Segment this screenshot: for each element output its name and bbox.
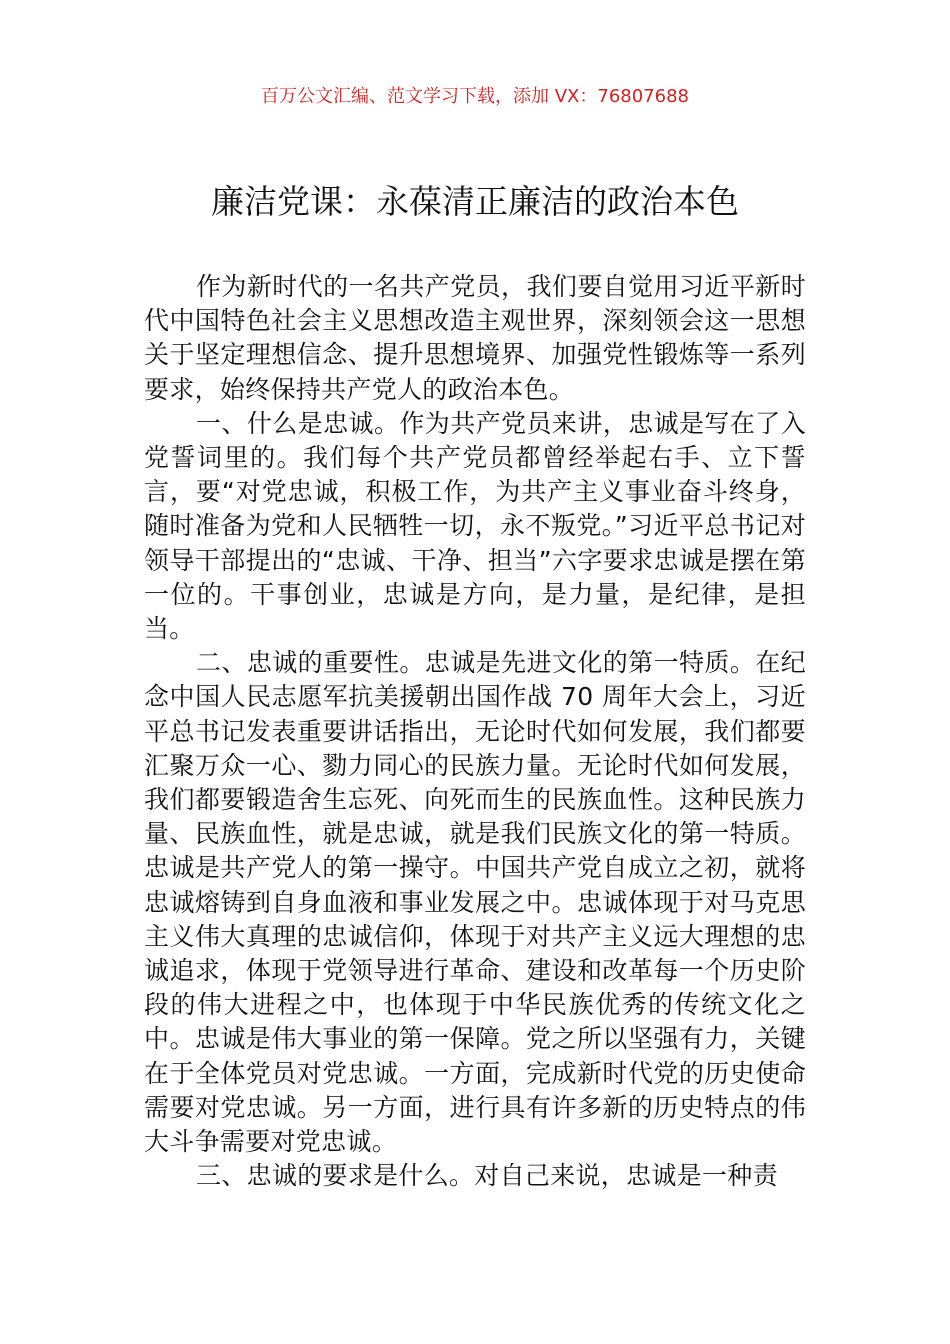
document-title: 廉洁党课：永葆清正廉洁的政治本色 (211, 182, 739, 221)
header-banner: 百万公文汇编、范文学习下载，添加 VX：76807688 (261, 86, 689, 107)
paragraph-section-1: 一、什么是忠诚。作为共产党员来讲，忠诚是写在了入党誓词里的。我们每个共产党员都曾经举起右手、立下誓言，要“对党忠诚，积极工作，为共产主义事业奋斗终身，随时准备为党和人民牺牲一切，永不叛党。”习近平总书记对领导干部提出的“忠诚、干净、担当”六字要求忠诚是摆在第一位的。干事创业，忠诚是方向，是力量，是纪律，是担当。 (144, 408, 806, 644)
paragraph-section-3: 三、忠诚的要求是什么。对自己来说，忠诚是一种责 (196, 1161, 778, 1191)
paragraph-section-2: 二、忠诚的重要性。忠诚是先进文化的第一特质。在纪念中国人民志愿军抗美援朝出国作战 70 周年大会上，习近平总书记发表重要讲话指出，无论时代如何发展，我们都要汇聚万众一心、勠力同心的民族力量。无论时代如何发展，我们都要锻造舍生忘死、向死而生的民族血性。这种民族力量、民族血性，就是忠诚，就是我们民族文化的第一特质。忠诚是共产党人的第一操守。中国共产党自成立之初，就将忠诚熔铸到自身血液和事业发展之中。忠诚体现于对马克思主义伟大真理的忠诚信仰，体现于对共产主义远大理想的忠诚追求，体现于党领导进行革命、建设和改革每一个历史阶段的伟大进程之中，也体现于中华民族优秀的传统文化之中。忠诚是伟大事业的第一保障。党之所以坚强有力，关键在于全体党员对党忠诚。一方面，完成新时代党的历史使命需要对党忠诚。另一方面，进行具有许多新的历史特点的伟大斗争需要对党忠诚。 (144, 648, 806, 1157)
paragraph-intro: 作为新时代的一名共产党员，我们要自觉用习近平新时代中国特色社会主义思想改造主观世界，深刻领会这一思想关于坚定理想信念、提升思想境界、加强党性锻炼等一系列要求，始终保持共产党人的政治本色。 (144, 272, 806, 404)
document-body (144, 270, 806, 1330)
